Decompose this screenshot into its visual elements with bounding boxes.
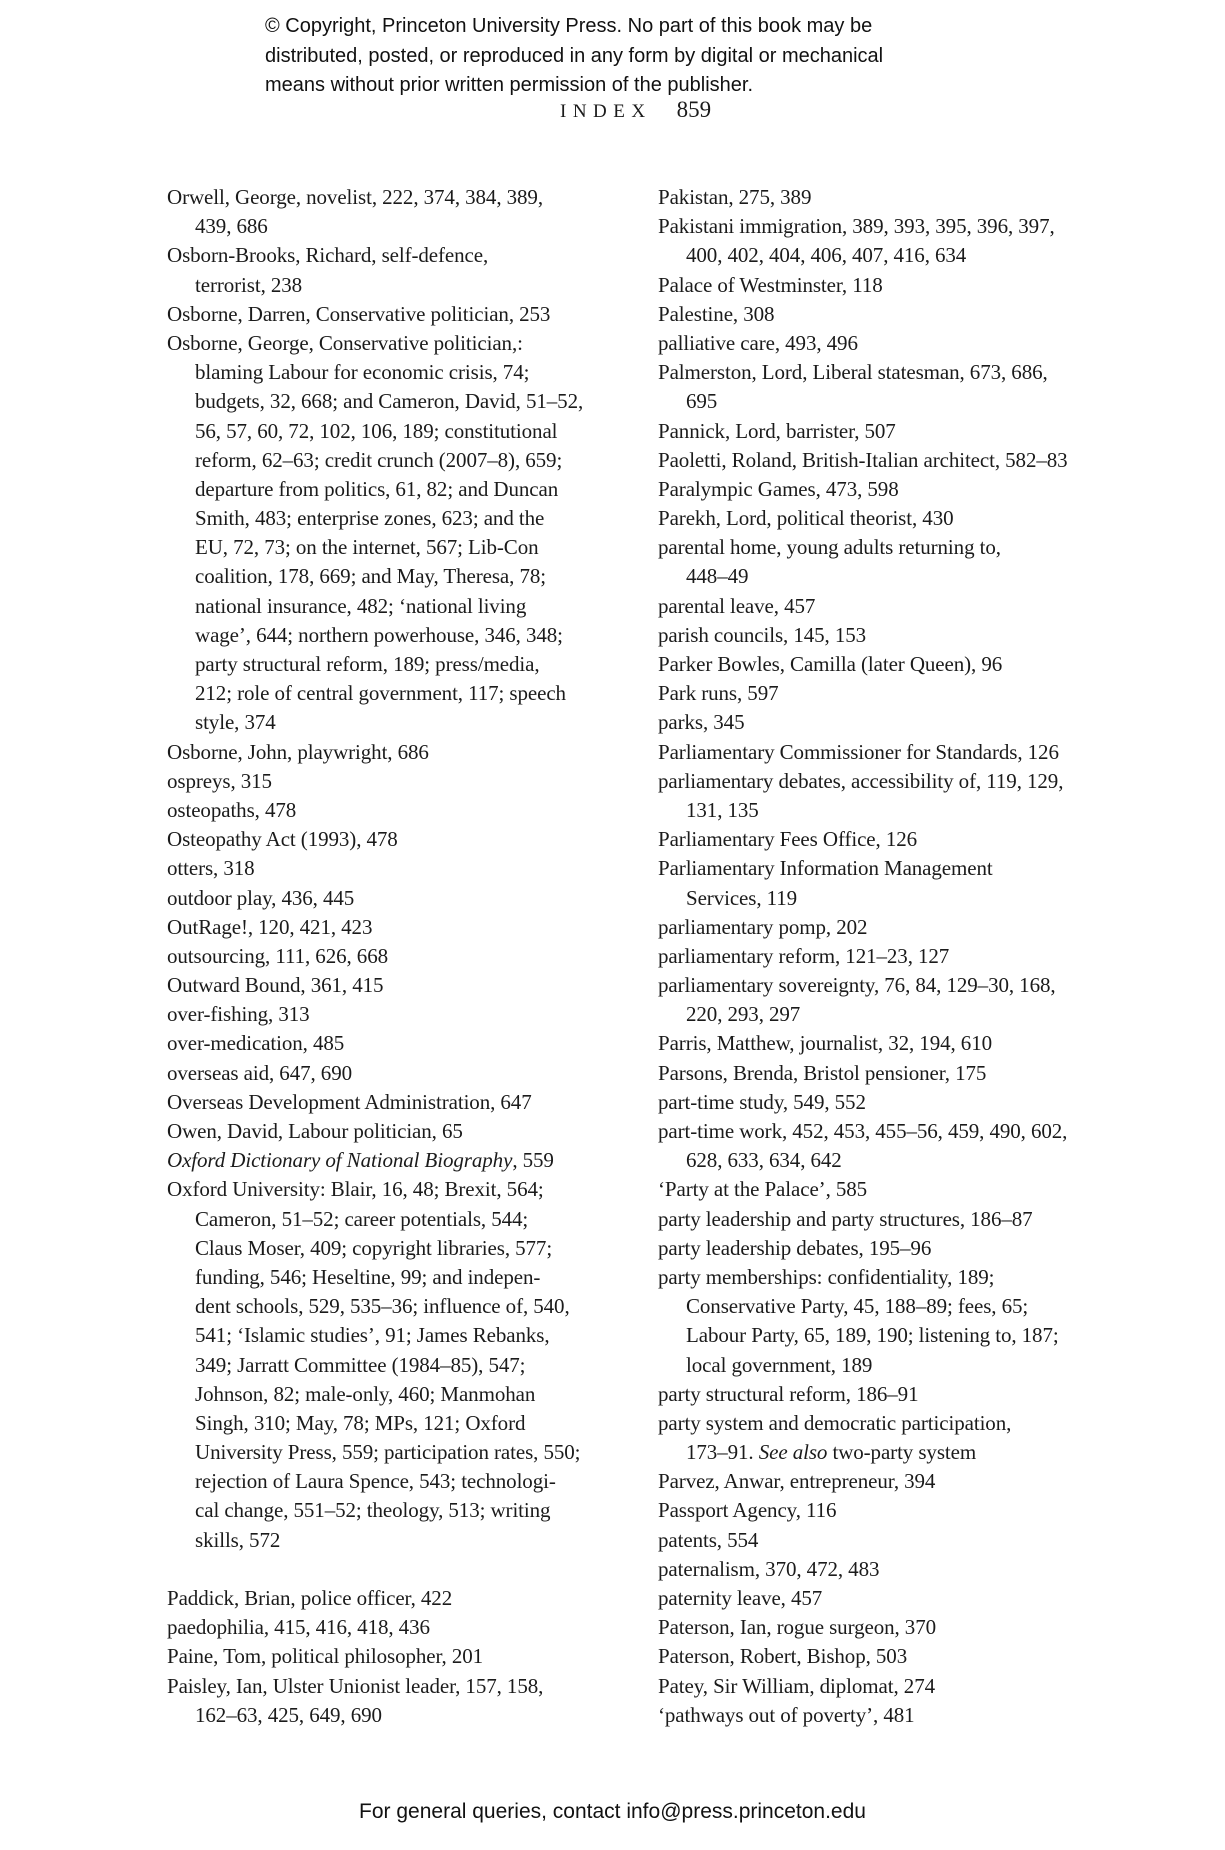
index-line: Osteopathy Act (1993), 478 (167, 827, 398, 852)
index-line: Paddick, Brian, police officer, 422 (167, 1586, 453, 1610)
section-title: INDEX (560, 101, 652, 122)
index-line: party leadership debates, 195–96 (658, 1235, 932, 1260)
index-line: 448–49 (686, 564, 749, 589)
index-line: ‘pathways out of poverty’, 481 (658, 1702, 915, 1727)
index-line: party structural reform, 186–91 (658, 1381, 919, 1406)
index-line: reform, 62–63; credit crunch (2007–8), 659; (195, 447, 563, 472)
index-line: part-time study, 549, 552 (658, 1089, 866, 1114)
index-line: party structural reform, 189; press/media, (195, 652, 540, 676)
index-line: Parekh, Lord, political theorist, 430 (658, 506, 954, 531)
index-line: palliative care, 493, 496 (658, 330, 858, 355)
index-line: Outward Bound, 361, 415 (167, 973, 384, 998)
footer-contact: For general queries, contact info@press.princeton.edu (359, 1800, 866, 1823)
index-column-right (658, 183, 1068, 1730)
index-line: Paterson, Ian, rogue surgeon, 370 (658, 1615, 937, 1640)
index-line: Orwell, George, novelist, 222, 374, 384, 389, (167, 185, 543, 209)
index-line: parliamentary debates, accessibility of, 119, 129, (658, 768, 1064, 793)
copyright-line: © Copyright, Princeton University Press. No part of this book may be (265, 15, 873, 37)
index-line: Pannick, Lord, barrister, 507 (658, 418, 896, 443)
index-line: Pakistani immigration, 389, 393, 395, 396, 397, (658, 214, 1055, 239)
index-line: budgets, 32, 668; and Cameron, David, 51–52, (195, 389, 584, 414)
index-line: local government, 189 (686, 1352, 873, 1377)
index-line: blaming Labour for economic crisis, 74; (195, 360, 530, 385)
copyright-line: distributed, posted, or reproduced in any form by digital or mechanical (265, 44, 884, 67)
index-line: Paine, Tom, political philosopher, 201 (167, 1644, 484, 1669)
index-line: dent schools, 529, 535–36; influence of, 540, (195, 1294, 570, 1319)
index-line: skills, 572 (195, 1527, 281, 1552)
index-line: Parris, Matthew, journalist, 32, 194, 610 (658, 1031, 993, 1056)
index-column-left (167, 183, 583, 1730)
index-line: parental leave, 457 (658, 593, 816, 618)
index-line: parental home, young adults returning to, (658, 535, 1001, 560)
index-line: Labour Party, 65, 189, 190; listening to, 187; (686, 1323, 1059, 1348)
index-line: party system and democratic participation, (658, 1410, 1012, 1435)
index-line: Paoletti, Roland, British-Italian architect, 582–83 (658, 447, 1068, 472)
index-line: paternity leave, 457 (658, 1586, 823, 1610)
index-line: patents, 554 (658, 1527, 759, 1552)
index-line: OutRage!, 120, 421, 423 (167, 914, 373, 939)
index-line: Paisley, Ian, Ulster Unionist leader, 157, 158, (167, 1673, 544, 1698)
index-line: Parker Bowles, Camilla (later Queen), 96 (658, 652, 1003, 676)
index-line: EU, 72, 73; on the internet, 567; Lib-Con (195, 535, 539, 560)
index-line: Palmerston, Lord, Liberal statesman, 673, 686, (658, 360, 1048, 385)
index-line: parliamentary sovereignty, 76, 84, 129–30, 168, (658, 973, 1056, 998)
index-line: 220, 293, 297 (686, 1002, 801, 1027)
index-line: Owen, David, Labour politician, 65 (167, 1119, 463, 1143)
index-line: Palestine, 308 (658, 301, 775, 326)
index-line: paternalism, 370, 472, 483 (658, 1556, 880, 1581)
index-line: Parvez, Anwar, entrepreneur, 394 (658, 1469, 936, 1494)
index-line: Parliamentary Commissioner for Standards, 126 (658, 739, 1059, 764)
index-line: otters, 318 (167, 856, 255, 881)
index-line: party leadership and party structures, 186–87 (658, 1206, 1033, 1231)
index-line: 162–63, 425, 649, 690 (195, 1702, 382, 1727)
index-line: Osborne, George, Conservative politician,: (167, 330, 523, 355)
index-line: Osborne, John, playwright, 686 (167, 739, 429, 764)
index-line: 628, 633, 634, 642 (686, 1148, 842, 1173)
index-line: coalition, 178, 669; and May, Theresa, 78; (195, 564, 546, 589)
copyright-notice (265, 12, 883, 101)
index-line: Parliamentary Information Management (658, 856, 993, 881)
index-line: Palace of Westminster, 118 (658, 272, 883, 297)
index-line: over-fishing, 313 (167, 1002, 310, 1027)
index-line: 349; Jarratt Committee (1984–85), 547; (195, 1352, 526, 1377)
index-line: Oxford University: Blair, 16, 48; Brexit, 564; (167, 1177, 544, 1202)
index-line: osteopaths, 478 (167, 797, 297, 822)
index-line: Osborn-Brooks, Richard, self-defence, (167, 243, 489, 268)
index-line: parks, 345 (658, 710, 745, 735)
index-line: 400, 402, 404, 406, 407, 416, 634 (686, 243, 967, 268)
page-header (560, 97, 711, 123)
index-line: Singh, 310; May, 78; MPs, 121; Oxford (195, 1410, 526, 1435)
index-line: Claus Moser, 409; copyright libraries, 577; (195, 1235, 553, 1260)
index-line: Oxford Dictionary of National Biography, 559 (167, 1148, 554, 1173)
index-line: ospreys, 315 (167, 768, 272, 793)
index-line: parliamentary pomp, 202 (658, 914, 868, 939)
index-line: outsourcing, 111, 626, 668 (167, 943, 388, 968)
index-line: University Press, 559; participation rates, 550; (195, 1440, 581, 1465)
index-line: Parliamentary Fees Office, 126 (658, 827, 918, 852)
index-line: over-medication, 485 (167, 1031, 345, 1056)
index-line: Smith, 483; enterprise zones, 623; and the (195, 506, 545, 531)
index-line: parish councils, 145, 153 (658, 622, 867, 647)
index-line: 131, 135 (686, 797, 759, 822)
index-line: Paralympic Games, 473, 598 (658, 476, 899, 501)
index-line: Cameron, 51–52; career potentials, 544; (195, 1206, 529, 1231)
index-line: Parsons, Brenda, Bristol pensioner, 175 (658, 1060, 987, 1085)
index-line: 439, 686 (195, 214, 268, 239)
index-line: wage’, 644; northern powerhouse, 346, 348; (195, 622, 563, 647)
index-line: ‘Party at the Palace’, 585 (658, 1177, 868, 1202)
index-line: 212; role of central government, 117; speech (195, 681, 566, 706)
index-line: 695 (686, 389, 718, 414)
index-line: party memberships: confidentiality, 189; (658, 1264, 995, 1289)
index-line: rejection of Laura Spence, 543; technologi- (195, 1469, 556, 1494)
index-line: Paterson, Robert, Bishop, 503 (658, 1644, 908, 1669)
page-number: 859 (676, 97, 712, 122)
index-line: parliamentary reform, 121–23, 127 (658, 943, 950, 968)
index-line: Osborne, Darren, Conservative politician, 253 (167, 301, 551, 326)
index-line: outdoor play, 436, 445 (167, 885, 355, 910)
index-line: departure from politics, 61, 82; and Duncan (195, 476, 559, 501)
index-line: Pakistan, 275, 389 (658, 185, 812, 209)
index-line: Johnson, 82; male-only, 460; Manmohan (195, 1381, 536, 1406)
index-line: paedophilia, 415, 416, 418, 436 (167, 1615, 430, 1640)
index-line: Passport Agency, 116 (658, 1498, 837, 1523)
index-line: Overseas Development Administration, 647 (167, 1089, 532, 1114)
index-line: terrorist, 238 (195, 272, 303, 297)
index-line: style, 374 (195, 710, 276, 735)
index-line: part-time work, 452, 453, 455–56, 459, 490, 602, (658, 1119, 1068, 1143)
index-line: 541; ‘Islamic studies’, 91; James Rebanks, (195, 1323, 550, 1348)
index-line: Park runs, 597 (658, 681, 779, 706)
index-line: overseas aid, 647, 690 (167, 1060, 353, 1085)
index-line: funding, 546; Heseltine, 99; and indepen- (195, 1264, 541, 1289)
index-line: Conservative Party, 45, 188–89; fees, 65; (686, 1294, 1029, 1319)
index-line: Patey, Sir William, diplomat, 274 (658, 1673, 936, 1698)
index-line: cal change, 551–52; theology, 513; writing (195, 1498, 551, 1523)
copyright-line: means without prior written permission of the publisher. (265, 74, 754, 96)
index-line: Services, 119 (686, 885, 798, 910)
index-line: 56, 57, 60, 72, 102, 106, 189; constitutional (195, 418, 558, 443)
index-line: 173–91. See also two-party system (686, 1440, 977, 1465)
index-line: national insurance, 482; ‘national living (195, 593, 527, 618)
